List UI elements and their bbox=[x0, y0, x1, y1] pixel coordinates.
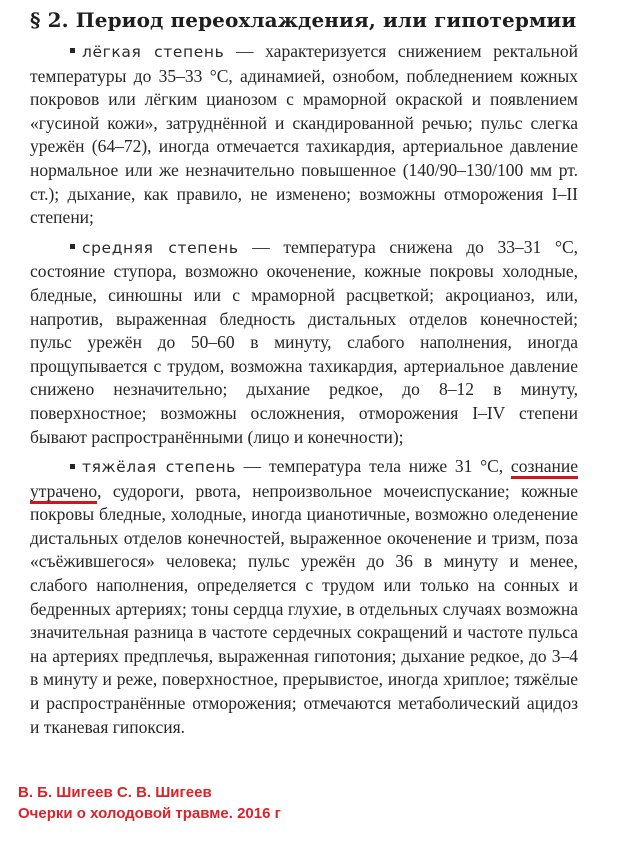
source-credits bbox=[18, 782, 281, 824]
text-moderate-degree: — температура снижена до 33–31 °С, состояние ступора, возможно окоченение, кожные покровы холодные, бледные, синюшны или с мраморной расцветкой; акроцианоз, или, напротив, выраженная бледность дистальных отделов конечностей; пульс урежён до 50–60 в минуту, слабого наполнения, иногда прощупывается с трудом, возможна тахикардия, артериальное давление снижено незначительно; дыхание редкое, до 8–12 в минуту, поверхностное; возможны осложнения, отморожения I–IV степени бывают распространёнными (лицо и конечности); bbox=[30, 236, 578, 447]
bullet-square-icon bbox=[70, 48, 75, 53]
paragraph-severe-degree bbox=[30, 455, 578, 739]
text-severe-degree-before: — температура тела ниже 31 °С, bbox=[235, 456, 511, 477]
credits-source: Очерки о холодовой травме. 2016 г bbox=[18, 805, 281, 822]
bullet-square-icon bbox=[70, 464, 75, 469]
bullet-square-icon bbox=[70, 244, 75, 249]
text-mild-degree: — характеризуется снижением ректальной температуры до 35–33 °С, адинамией, ознобом, побледнением кожных покровов или лёгким цианозом с мраморной окраской и появлением «гусиной кожи», затруднённой и скандированной речью; пульс слегка урежён (64–72), иногда отмечается тахикардия, артериальное давление нормальное или же незначительно повышенное (140/90–130/100 мм рт. ст.); дыхание, как правило, не изменено; возможны отморожения I–II степени; bbox=[30, 41, 578, 228]
text-severe-degree-after: , судороги, рвота, непроизвольное мочеиспускание; кожные покровы бледные, холодные, иногда цианотичные, возможно оледенение дистальных отделов конечностей, выраженное окоченение и тризм, поза «съёжившегося» человека; пульс урежён до 36 в минуту и менее, слабого наполнения, определяется с трудом или только на сонных и бедренных артериях; тоны сердца глухие, в отдельных случаях возможна значительная разница в частоте сердечных сокращений и частоте пульса на артериях предплечья, выраженная гипотония; дыхание редкое, до 3–4 в минуту и реже, поверхностное, прерывистое, иногда хриплое; тяжёлые и распространённые отморожения; отмечаются метаболический ацидоз и тканевая гипоксия. bbox=[30, 480, 578, 737]
term-mild-degree: лёгкая степень bbox=[82, 43, 225, 61]
credits-authors: В. Б. Шигеев С. В. Шигеев bbox=[18, 784, 212, 801]
highlight-consciousness-lost: сознание утрачено bbox=[30, 456, 578, 501]
term-severe-degree: тяжёлая степень bbox=[82, 458, 236, 477]
paragraph-moderate-degree bbox=[30, 236, 578, 449]
section-heading: § 2. Период переохлаждения, или гипотермии bbox=[30, 8, 577, 32]
document-page bbox=[30, 8, 578, 745]
term-moderate-degree: средняя степень bbox=[82, 238, 239, 257]
paragraph-mild-degree bbox=[30, 40, 578, 230]
